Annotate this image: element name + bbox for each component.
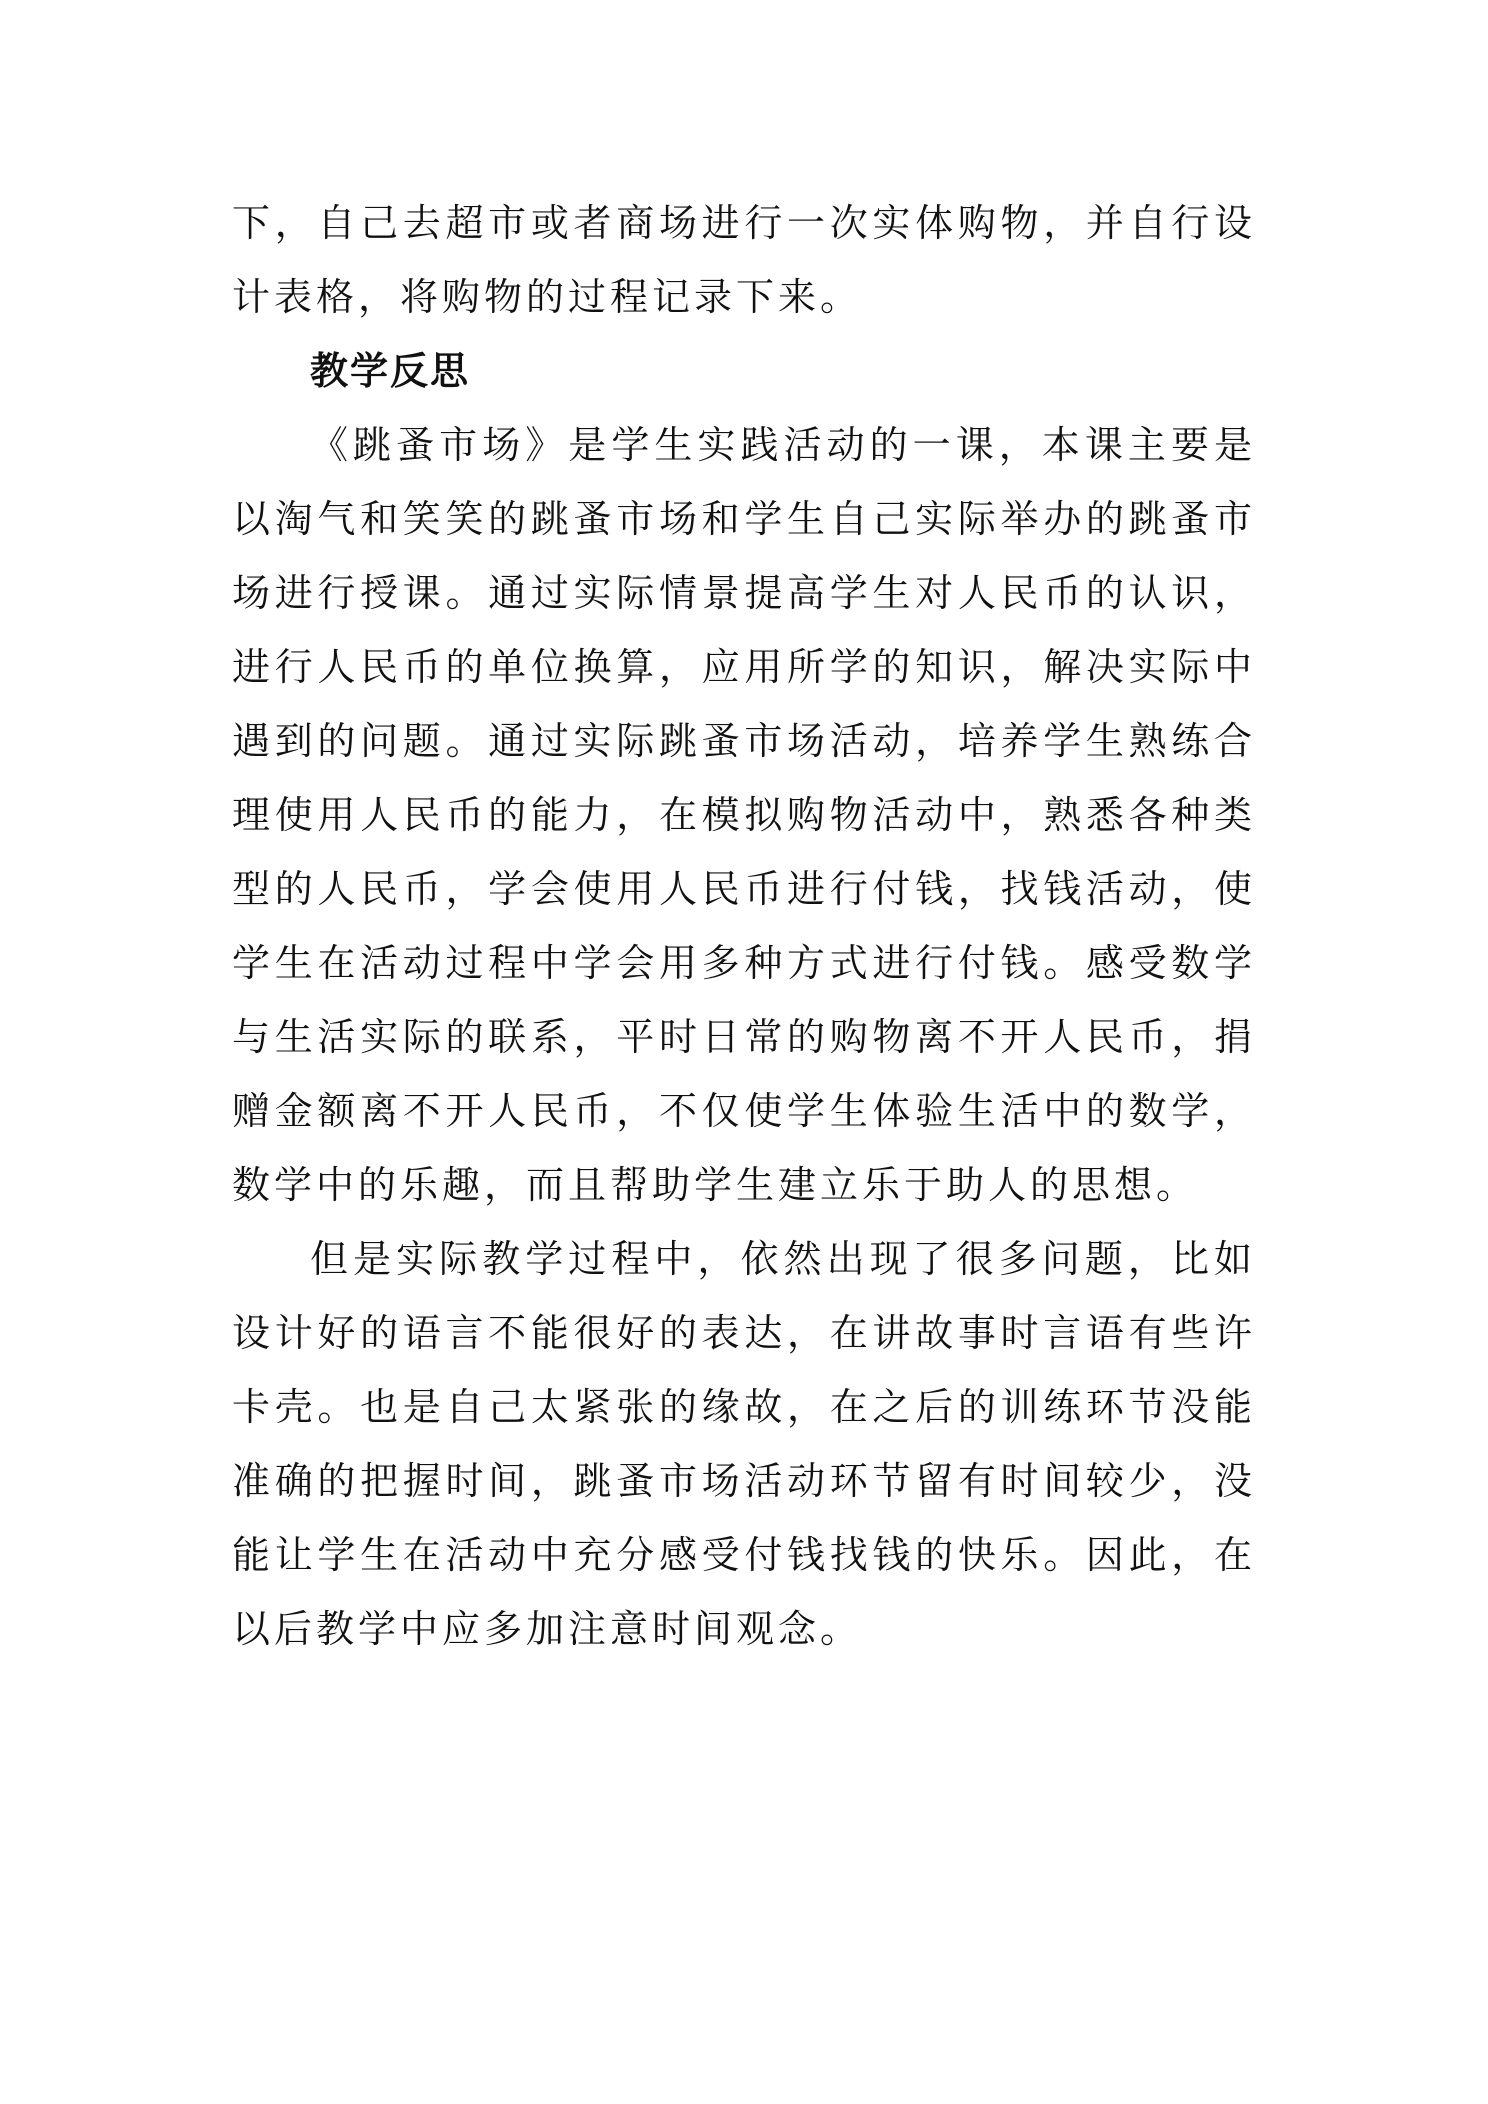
continuation-paragraph: 下，自己去超市或者商场进行一次实体购物，并自行设计表格，将购物的过程记录下来。	[232, 201, 1256, 319]
document-body	[232, 186, 1256, 1666]
reflection-paragraph: 《跳蚤市场》是学生实践活动的一课，本课主要是以淘气和笑笑的跳蚤市场和学生自己实际举办的跳蚤市场进行授课。通过实际情景提高学生对人民币的认识，进行人民币的单位换算，应用所学的知识，解决实际中遇到的问题。通过实际跳蚤市场活动，培养学生熟练合理使用人民币的能力，在模拟购物活动中，熟悉各种类型的人民币，学会使用人民币进行付钱，找钱活动，使学生在活动过程中学会用多种方式进行付钱。感受数学与生活实际的联系，平时日常的购物离不开人民币，捐赠金额离不开人民币，不仅使学生体验生活中的数学，数学中的乐趣，而且帮助学生建立乐于助人的思想。	[232, 423, 1256, 1207]
section-heading: 教学反思	[310, 349, 471, 393]
reflection-paragraph: 但是实际教学过程中，依然出现了很多问题，比如设计好的语言不能很好的表达，在讲故事时言语有些许卡壳。也是自己太紧张的缘故，在之后的训练环节没能准确的把握时间，跳蚤市场活动环节留有时间较少，没能让学生在活动中充分感受付钱找钱的快乐。因此，在以后教学中应多加注意时间观念。	[232, 1237, 1256, 1651]
